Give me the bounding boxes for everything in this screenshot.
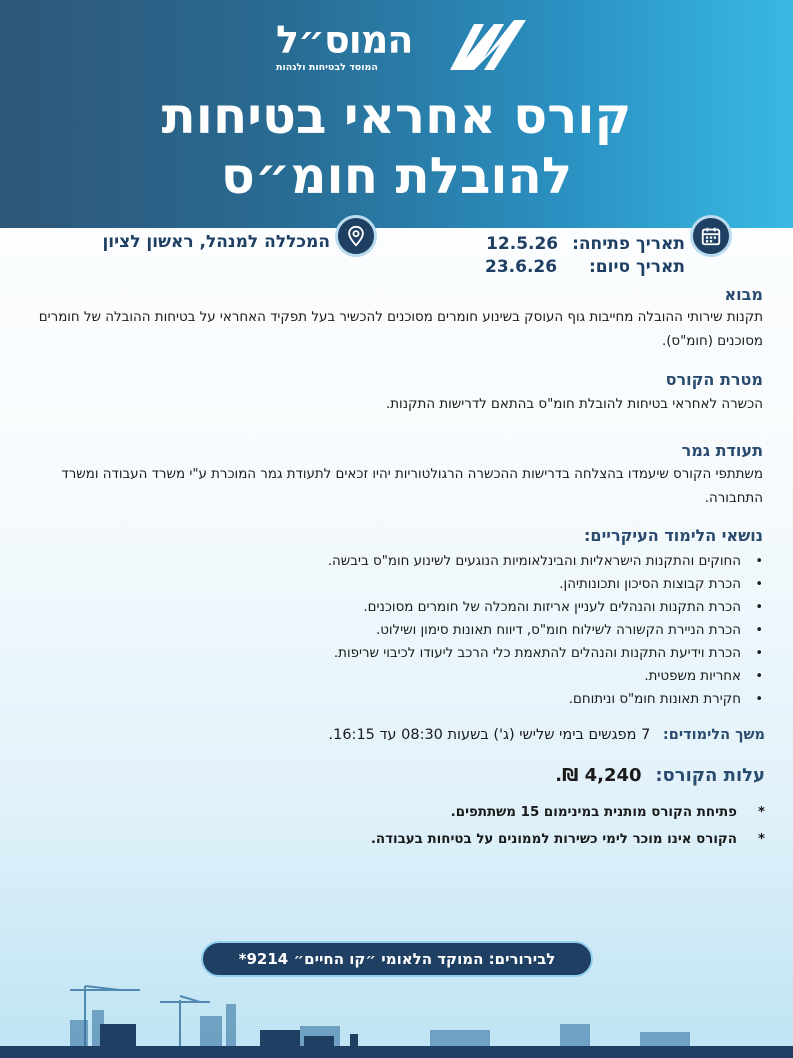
location-icon-badge	[335, 215, 377, 257]
header-banner	[0, 0, 793, 228]
logo-mark-icon	[444, 14, 530, 76]
contact-pill[interactable]: לבירורים: המוקד הלאומי ״קו החיים״ 9214*	[201, 941, 593, 977]
logo	[270, 14, 532, 78]
topic-item: • הכרת קבוצות הסיכון ותכונותיהן.	[185, 573, 765, 596]
topic-item: • הכרת התקנות והנהלים לעניין אריזות והמכלה של חומרים מסוכנים.	[185, 596, 765, 619]
end-date-row	[485, 257, 685, 277]
intro-text: תקנות שירותי ההובלה מחייבות גוף העוסק בשינוע חומרים מסוכנים להכשיר בעל תפקיד האחראי על בטיחות ההובלה של חומרים מסוכנים (חומ"ס).	[38, 310, 763, 349]
note-item: *פתיחת הקורס מותנית במינימום 15 משתתפים.	[450, 805, 765, 820]
industrial-skyline-illustration	[0, 980, 793, 1058]
goal-title: מטרת הקורס	[665, 370, 763, 389]
goal-text: הכשרה לאחראי בטיחות להובלת חומ"ס בהתאם לדרישות התקנות.	[385, 397, 763, 412]
date-icon-badge	[690, 215, 732, 257]
schedule-row	[329, 727, 766, 743]
note-item: *הקורס אינו מוכר לימי כשירות לממונים על בטיחות בעבודה.	[370, 832, 765, 847]
schedule-text: 7 מפגשים בימי שלישי (ג') בשעות 08:30 עד 16:15.	[328, 727, 651, 743]
topic-item: • אחריות משפטית.	[185, 665, 765, 688]
map-pin-icon	[345, 225, 367, 247]
certificate-text: משתתפי הקורס שיעמדו בהצלחה בדרישות ההכשרה הרגולטוריות יהיו זכאים לתעודת גמר המוכרת ע"י משרד העבודה ומשרד התחבורה.	[61, 467, 763, 506]
start-date-label: תאריך פתיחה:	[572, 234, 685, 254]
brand-tagline: המוסד לבטיחות ולגהות	[276, 62, 378, 73]
schedule-label: משך הלימודים:	[662, 727, 765, 743]
cost-row	[555, 765, 765, 786]
note-text: פתיחת הקורס מותנית במינימום 15 משתתפים.	[450, 805, 737, 820]
topic-item: • הכרת וידיעת התקנות והנהלים להתאמת כלי הרכב ליעודו לכיבוי שריפות.	[185, 642, 765, 665]
start-date-row	[486, 234, 685, 254]
brand-name: המוס״ל	[276, 18, 413, 62]
calendar-icon	[700, 225, 722, 247]
note-text: הקורס אינו מוכר לימי כשירות לממונים על בטיחות בעבודה.	[370, 832, 737, 847]
topic-item: • חקירת תאונות חומ"ס וניתוחם.	[185, 688, 765, 711]
start-date-value: 12.5.26	[486, 234, 559, 254]
page-title-line1: קורס אחראי בטיחות	[161, 87, 632, 145]
topics-title: נושאי הלימוד העיקריים:	[584, 526, 763, 545]
end-date-value: 23.6.26	[485, 257, 558, 277]
cost-label: עלות הקורס:	[655, 765, 765, 786]
intro-title: מבוא	[724, 285, 763, 304]
topics-list	[185, 550, 765, 711]
cost-value: 4,240 ₪.	[555, 765, 642, 786]
certificate-title: תעודת גמר	[681, 441, 763, 460]
course-location: המכללה למנהל, ראשון לציון	[102, 232, 330, 252]
topic-item: • החוקים והתקנות הישראליות והבינלאומיות הנוגעים לשינוע חומ"ס ביבשה.	[185, 550, 765, 573]
end-date-label: תאריך סיום:	[589, 257, 685, 277]
page-title-line2: להובלת חומ״ס	[220, 147, 573, 205]
topic-item: • הכרת הניירת הקשורה לשילוח חומ"ס, דיווח תאונות סימון ושילוט.	[185, 619, 765, 642]
